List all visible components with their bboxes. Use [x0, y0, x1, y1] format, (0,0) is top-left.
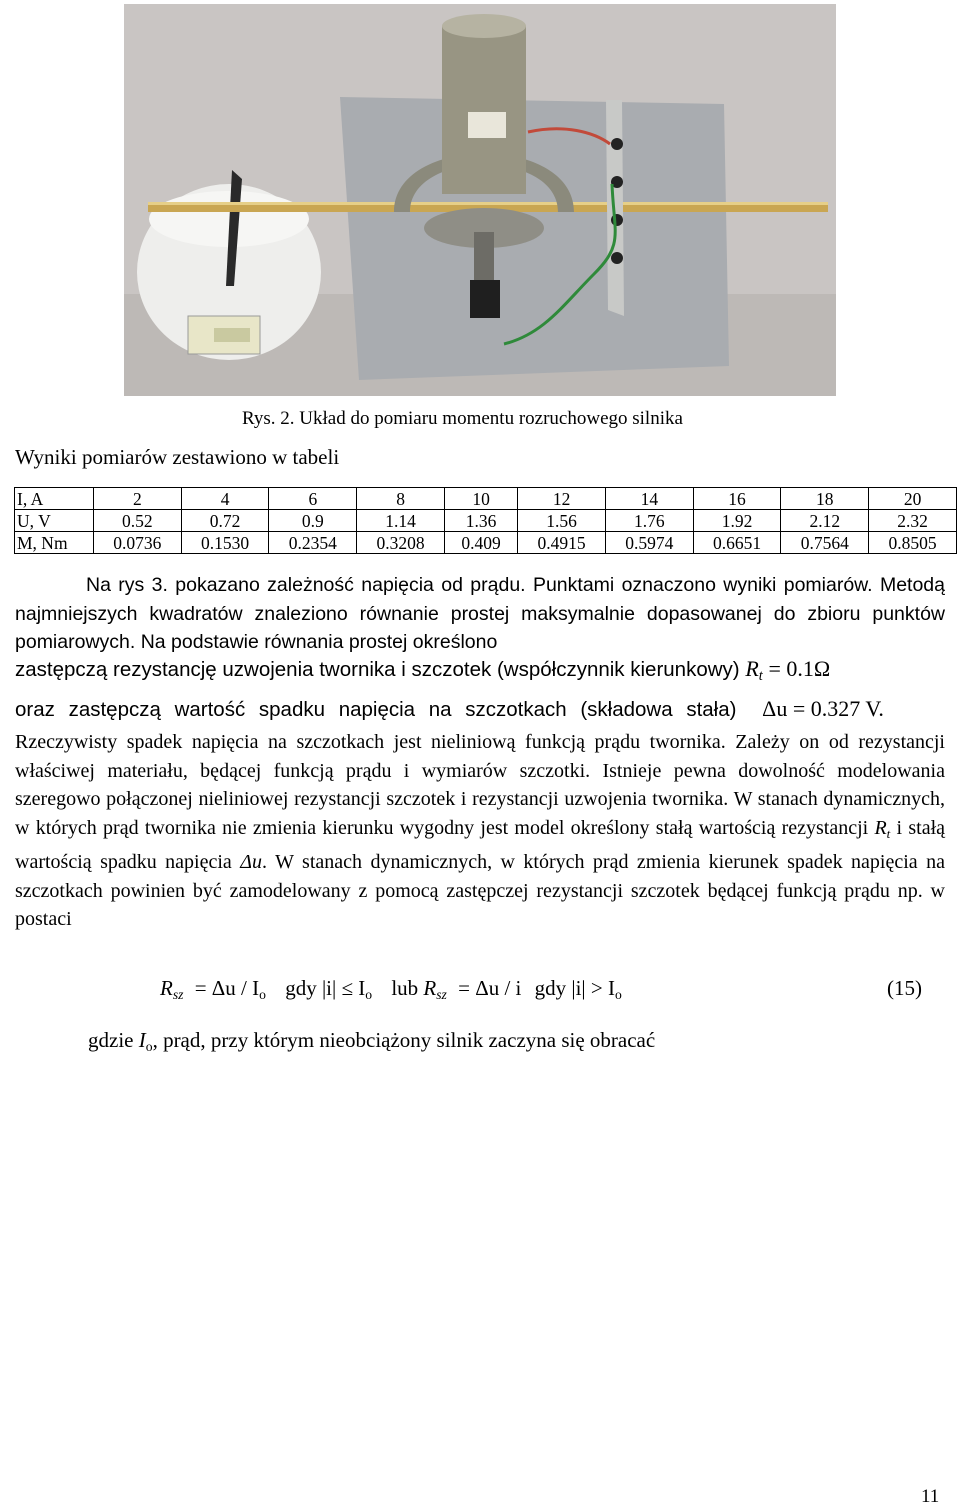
- table-cell: 2.32: [869, 510, 957, 532]
- table-row: [15, 510, 957, 532]
- table-cell: 1.56: [518, 510, 606, 532]
- table-cell: 20: [869, 488, 957, 510]
- paragraph-results: [15, 571, 945, 657]
- row-label: I, A: [15, 488, 94, 510]
- table-cell: 18: [781, 488, 869, 510]
- table-cell: 0.72: [181, 510, 269, 532]
- table-cell: 8: [357, 488, 445, 510]
- table-cell: 1.76: [605, 510, 693, 532]
- table-cell: 16: [693, 488, 781, 510]
- paragraph-text: i stałą wartością spadku napięcia: [15, 816, 946, 873]
- table-cell: 1.36: [444, 510, 517, 532]
- table-cell: 0.6651: [693, 532, 781, 554]
- table-cell: 0.8505: [869, 532, 957, 554]
- equation-15: $R_{sz} = \Delta u / I_o$ gdy $|i| \le I_o$ lub $R_{sz} = \Delta u / i$ gdy $|i| > I_o$: [160, 976, 622, 1002]
- table-cell: 1.14: [357, 510, 445, 532]
- paragraph-text: . W stanach dynamicznych, w których prąd zmienia kierunek spadek napięcia na szczotkach powinien być zamodelowany z pomocą zastępczej rezystancji szczotek będącej funkcją prądu np. w postaci: [15, 851, 945, 930]
- intro-text: Wyniki pomiarów zestawiono w tabeli: [15, 445, 340, 469]
- row-label: M, Nm: [15, 532, 94, 554]
- where-line: gdzie $I_o$, prąd, przy którym nieobciążony silnik zaczyna się obracać: [88, 1028, 656, 1054]
- table-cell: 0.7564: [781, 532, 869, 554]
- table-cell: 6: [269, 488, 357, 510]
- table-cell: 0.52: [94, 510, 182, 532]
- table-cell: 10: [444, 488, 517, 510]
- table-cell: 0.3208: [357, 532, 445, 554]
- du-line: [15, 696, 884, 722]
- table-cell: 4: [181, 488, 269, 510]
- table-cell: 0.2354: [269, 532, 357, 554]
- table-cell: 2: [94, 488, 182, 510]
- rt-symbol-inline: $R_t$: [874, 816, 891, 841]
- measurement-table: [14, 487, 957, 554]
- du-line-text: oraz zastępczą wartość spadku napięcia na szczotkach (składowa stała): [15, 698, 737, 721]
- table-cell: 0.409: [444, 532, 517, 554]
- table-cell: 1.92: [693, 510, 781, 532]
- table-cell: 2.12: [781, 510, 869, 532]
- figure-caption: Rys. 2. Układ do pomiaru momentu rozruchowego silnika: [242, 408, 683, 429]
- table-row: [15, 488, 957, 510]
- table-cell: 14: [605, 488, 693, 510]
- apparatus-photo: [124, 4, 836, 396]
- table-cell: 0.5974: [605, 532, 693, 554]
- paragraph-text: Na rys 3. pokazano zależność napięcia od prądu. Punktami oznaczono wyniki pomiarów. Metodą najmniejszych kwadratów znaleziono równanie prostej maksymalnie dopasowanej do zbioru punktów pomiarowych. Na podstawie równania prostej określono: [15, 574, 945, 653]
- table-cell: 0.0736: [94, 532, 182, 554]
- paragraph-text: Rzeczywisty spadek napięcia na szczotkach jest nieliniową funkcją prądu twornika. Zależy on od rezystancji właściwej materiału, będącej funkcją prądu i wymiarów szczotki. Istnieje pewna dowolność modelowania szeregowo połączonej nieliniowej rezystancji szczotek i rezystancji uzwojenia twornika. W stanach dynamicznych, w których prąd twornika nie zmienia kierunku wygodny jest model określony stałą wartością rezystancji: [15, 731, 945, 839]
- rt-symbol: $R_t$: [745, 656, 763, 684]
- paragraph-model: [15, 728, 945, 934]
- table-row: [15, 532, 957, 554]
- row-label: U, V: [15, 510, 94, 532]
- equation-number: (15): [887, 976, 922, 1000]
- table-cell: 0.1530: [181, 532, 269, 554]
- rt-line-text: zastępczą rezystancję uzwojenia twornika i szczotek (współczynnik kierunkowy): [15, 658, 740, 681]
- du-symbol-inline: Δu: [240, 851, 262, 873]
- table-cell: 0.9: [269, 510, 357, 532]
- table-cell: 12: [518, 488, 606, 510]
- table-cell: 0.4915: [518, 532, 606, 554]
- rt-line: [15, 656, 830, 685]
- rt-value: = 0.1Ω: [768, 656, 831, 681]
- page-number: 11: [921, 1486, 940, 1507]
- du-formula: Δu = 0.327 V.: [762, 696, 884, 721]
